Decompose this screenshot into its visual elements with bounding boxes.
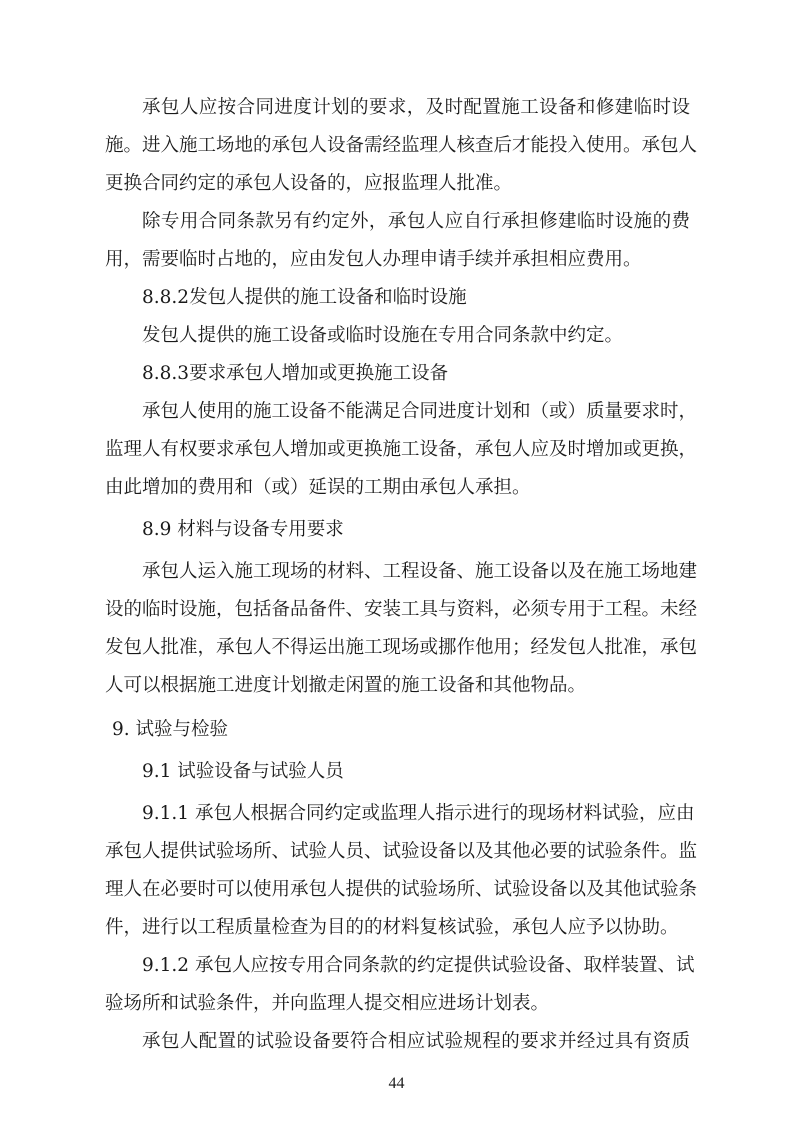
paragraph-line: 承包人提供试验场所、试验人员、试验设备以及其他必要的试验条件。监	[105, 841, 698, 862]
paragraph-line: 承包人配置的试验设备要符合相应试验规程的要求并经过具有资质	[142, 1031, 690, 1052]
paragraph-line: 承包人使用的施工设备不能满足合同进度计划和（或）质量要求时，	[142, 401, 698, 422]
paragraph-line: 发包人提供的施工设备或临时设施在专用合同条款中约定。	[142, 325, 624, 346]
section-heading: 8.8.2发包人提供的施工设备和临时设施	[142, 287, 467, 308]
paragraph-line: 承包人应按合同进度计划的要求，及时配置施工设备和修建临时设	[142, 97, 690, 118]
paragraph-line: 件，进行以工程质量检查为目的的材料复核试验，承包人应予以协助。	[105, 917, 679, 938]
page-number: 44	[388, 1075, 405, 1092]
section-heading: 8.9 材料与设备专用要求	[142, 519, 344, 540]
paragraph-line: 施。进入施工场地的承包人设备需经监理人核查后才能投入使用。承包人	[105, 135, 698, 156]
paragraph-line: 除专用合同条款另有约定外，承包人应自行承担修建临时设施的费	[142, 211, 690, 232]
paragraph-line: 验场所和试验条件，并向监理人提交相应进场计划表。	[105, 993, 550, 1014]
paragraph-line: 承包人运入施工现场的材料、工程设备、施工设备以及在施工场地建	[142, 561, 698, 582]
paragraph-line: 由此增加的费用和（或）延误的工期由承包人承担。	[105, 477, 531, 498]
paragraph-line: 9.1.2 承包人应按专用合同条款的约定提供试验设备、取样装置、试	[142, 955, 695, 976]
paragraph-line: 监理人有权要求承包人增加或更换施工设备，承包人应及时增加或更换，	[105, 439, 698, 460]
section-heading: 8.8.3要求承包人增加或更换施工设备	[142, 363, 449, 384]
chapter-heading: 9. 试验与检验	[112, 719, 229, 740]
paragraph-line: 理人在必要时可以使用承包人提供的试验场所、试验设备以及其他试验条	[105, 879, 698, 900]
paragraph-line: 发包人批准，承包人不得运出施工现场或挪作他用；经发包人批准，承包	[105, 637, 698, 658]
section-heading: 9.1 试验设备与试验人员	[142, 761, 344, 782]
paragraph-line: 人可以根据施工进度计划撤走闲置的施工设备和其他物品。	[105, 675, 587, 696]
paragraph-line: 用，需要临时占地的，应由发包人办理申请手续并承担相应费用。	[105, 249, 642, 270]
paragraph-line: 更换合同约定的承包人设备的，应报监理人批准。	[105, 173, 513, 194]
paragraph-line: 9.1.1 承包人根据合同约定或监理人指示进行的现场材料试验，应由	[142, 803, 695, 824]
paragraph-line: 设的临时设施，包括备品备件、安装工具与资料，必须专用于工程。未经	[105, 599, 698, 620]
